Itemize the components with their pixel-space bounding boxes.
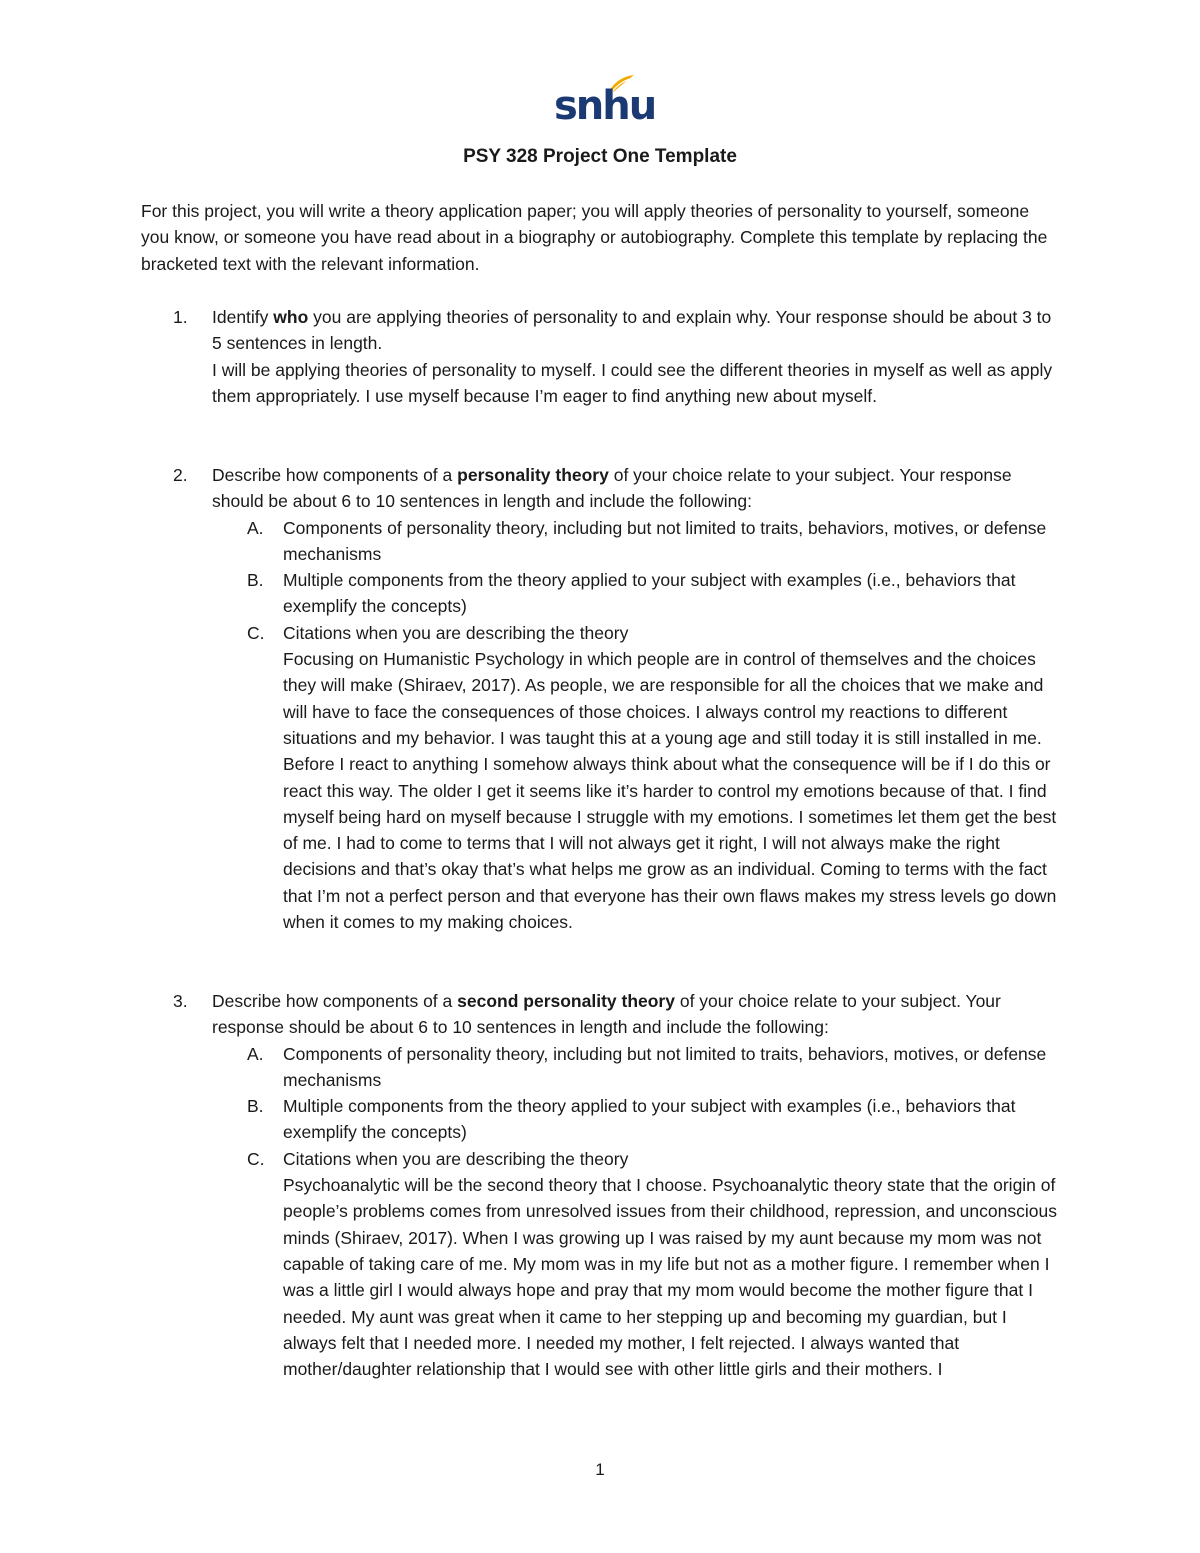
list-item-text: Citations when you are describing the theory xyxy=(283,622,629,643)
question-content xyxy=(212,988,1061,1382)
list-item-text: Citations when you are describing the theory xyxy=(283,1148,629,1169)
question-prompt xyxy=(212,462,1061,515)
question-number: 1. xyxy=(173,307,188,327)
list-letter: B. xyxy=(247,570,264,591)
list-item-text: Components of personality theory, including but not limited to traits, behaviors, motives, or defense mechanisms xyxy=(283,1043,1047,1090)
list-letter: C. xyxy=(247,1148,265,1169)
prompt-text: you are applying theories of personality to and explain why. Your response should be about 3 to 5 sentences in length. xyxy=(212,307,1052,354)
question-2 xyxy=(141,462,1061,935)
question-content xyxy=(212,462,1061,935)
list-letter: A. xyxy=(247,1043,264,1064)
question-number: 2. xyxy=(173,465,188,485)
prompt-emphasis: who xyxy=(273,307,309,327)
list-item-text: Components of personality theory, including but not limited to traits, behaviors, motives, or defense mechanisms xyxy=(283,517,1047,564)
list-item xyxy=(247,567,1061,620)
list-letter: B. xyxy=(247,1096,264,1117)
prompt-text: Describe how components of a xyxy=(212,465,458,485)
list-item xyxy=(247,1093,1061,1146)
question-prompt xyxy=(212,988,1061,1041)
list-letter: A. xyxy=(247,517,264,538)
list-item xyxy=(247,515,1061,568)
prompt-text: of your choice relate to your subject. Your response should be about 6 to 10 sentences in length and include the following: xyxy=(212,465,1012,512)
answer-text: Focusing on Humanistic Psychology in which people are in control of themselves and the choices they will make (Shiraev, 2017). As people, we are responsible for all the choices that we make and will have to face the consequences of those choices. I always control my reactions to different situations and my behavior. I was taught this at a young age and still today it is still installed in me. Before I react to anything I somehow always think about what the consequence will be if I do this or react this way. The older I get it seems like it’s harder to control my emotions because of that. I find myself being hard on myself because I struggle with my emotions. I sometimes let them get the best of me. I had to come to terms that I will not always get it right, I will not always make the right decisions and that’s okay that’s what helps me grow as an individual. Coming to terms with the fact that I’m not a perfect person and that everyone has their own flaws makes my stress levels go down when it comes to my making choices. xyxy=(283,649,1057,933)
prompt-text: Describe how components of a xyxy=(212,991,458,1011)
page-title: PSY 328 Project One Template xyxy=(463,146,737,167)
snhu-logo xyxy=(554,74,656,130)
answer-text: I will be applying theories of personality to myself. I could see the different theories in myself as well as apply them appropriately. I use myself because I’m eager to find anything new about myself. xyxy=(212,359,1053,406)
prompt-emphasis: personality theory xyxy=(457,465,609,485)
page-number: 1 xyxy=(595,1460,605,1479)
list-item-text: Multiple components from the theory applied to your subject with examples (i.e., behaviors that exemplify the concepts) xyxy=(283,1096,1016,1143)
list-item xyxy=(247,620,1061,936)
list-letter: C. xyxy=(247,622,265,643)
question-prompt xyxy=(212,304,1061,357)
prompt-emphasis: second personality theory xyxy=(457,991,675,1011)
list-item-text: Multiple components from the theory applied to your subject with examples (i.e., behaviors that exemplify the concepts) xyxy=(283,570,1016,617)
answer-text: Psychoanalytic will be the second theory that I choose. Psychoanalytic theory state that the origin of people’s problems comes from unresolved issues from their childhood, repression, and unconscious minds (Shiraev, 2017). When I was growing up I was raised by my aunt because my mom was not capable of taking care of me. My mom was in my life but not as a mother figure. I remember when I was a little girl I would always hope and pray that my mom would become the mother figure that I needed. My aunt was great when it came to her stepping up and becoming my guardian, but I always felt that I needed more. I needed my mother, I felt rejected. I always wanted that mother/daughter relationship that I would see with other little girls and their mothers. I xyxy=(283,1175,1057,1380)
list-item xyxy=(247,1041,1061,1094)
logo-wordmark: snhu xyxy=(554,83,656,129)
prompt-text: Identify xyxy=(212,307,274,327)
intro-paragraph: For this project, you will write a theory application paper; you will apply theories of personality to yourself, someone you know, or someone you have read about in a biography or autobiography. Complete this template by replacing the bracketed text with the relevant information. xyxy=(141,201,1048,274)
question-3 xyxy=(141,988,1061,1382)
prompt-text: of your choice relate to your subject. Your response should be about 6 to 10 sentences in length and include the following: xyxy=(212,991,1001,1038)
question-number: 3. xyxy=(173,991,188,1011)
list-item xyxy=(247,1146,1061,1383)
question-content xyxy=(212,304,1061,409)
question-1 xyxy=(141,304,1061,409)
